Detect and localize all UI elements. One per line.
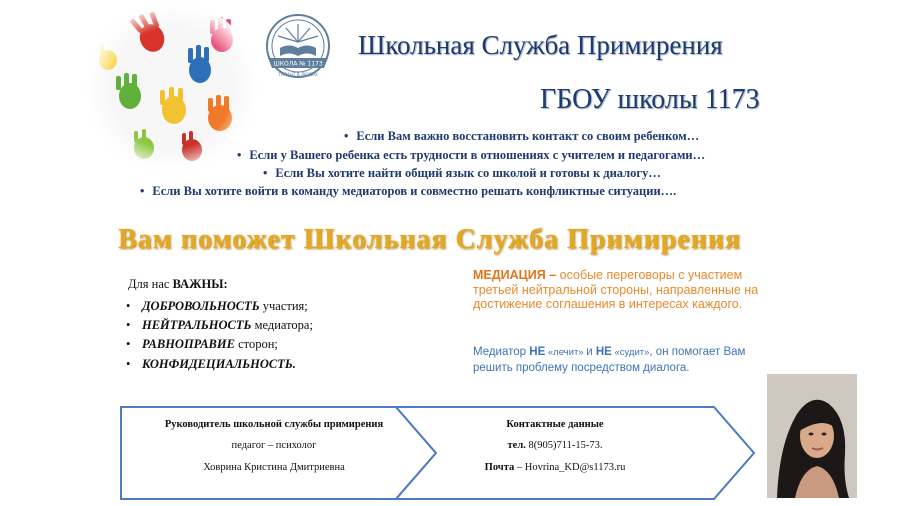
leader-role: педагог – психолог <box>231 440 317 451</box>
list-item: • КОНФИДЕЦИАЛЬНОСТЬ. <box>126 356 296 371</box>
school-logo <box>258 12 338 86</box>
list-item: • ДОБРОВОЛЬНОСТЬ участия; <box>126 299 308 313</box>
page-title: Школьная Служба Примирения <box>358 30 723 60</box>
help-heading: Вам поможет Школьная Служба Примирения <box>118 224 742 255</box>
contact-phone: тел. 8(905)711-15-73. <box>507 440 603 451</box>
psychologist-photo <box>767 374 857 498</box>
bullet-line: • Если Вы хотите найти общий язык со школой и готовы к диалогу… <box>263 166 661 180</box>
important-list <box>126 297 313 374</box>
mediator-note: Медиатор НЕ «лечит» и НЕ «судит», он помогает Вам решить проблему посредством диалога. <box>473 346 746 374</box>
page-subtitle: ГБОУ школы 1173 <box>540 84 760 115</box>
person-portrait-icon <box>767 374 857 498</box>
logo-top-text: ШКОЛА № 1173 <box>273 60 323 68</box>
bullet-line: • Если Вы хотите войти в команду медиаторов и совместно решать конфликтные ситуации…. <box>140 184 677 198</box>
mediation-definition: МЕДИАЦИЯ – особые переговоры с участием третьей нейтральной стороны, направленные на достижение соглашения в интересах каждого. <box>473 268 759 311</box>
mediation-term: МЕДИАЦИЯ – <box>473 268 557 282</box>
list-item: • НЕЙТРАЛЬНОСТЬ медиатора; <box>126 318 313 333</box>
bullet-line: • Если у Вашего ребенка есть трудности в отношениях с учителем и педагогами… <box>237 148 706 162</box>
list-item: • РАВНОПРАВИЕ сторон; <box>126 337 278 352</box>
contacts-title: Контактные данные <box>506 419 604 430</box>
leader-name: Ховрина Кристина Дмитриевна <box>203 462 345 473</box>
logo-bottom-text: ТАЛАНТ В ЛЮДЯХ <box>278 72 318 77</box>
important-heading: Для нас ВАЖНЫ: <box>128 277 228 291</box>
leader-title: Руководитель школьной службы примирения <box>164 419 384 430</box>
bullet-line: • Если Вам важно восстановить контакт со своим ребенком… <box>344 129 700 143</box>
contact-email: Почта – Hovrina_KD@s1173.ru <box>484 462 626 473</box>
hands-illustration <box>82 0 262 176</box>
